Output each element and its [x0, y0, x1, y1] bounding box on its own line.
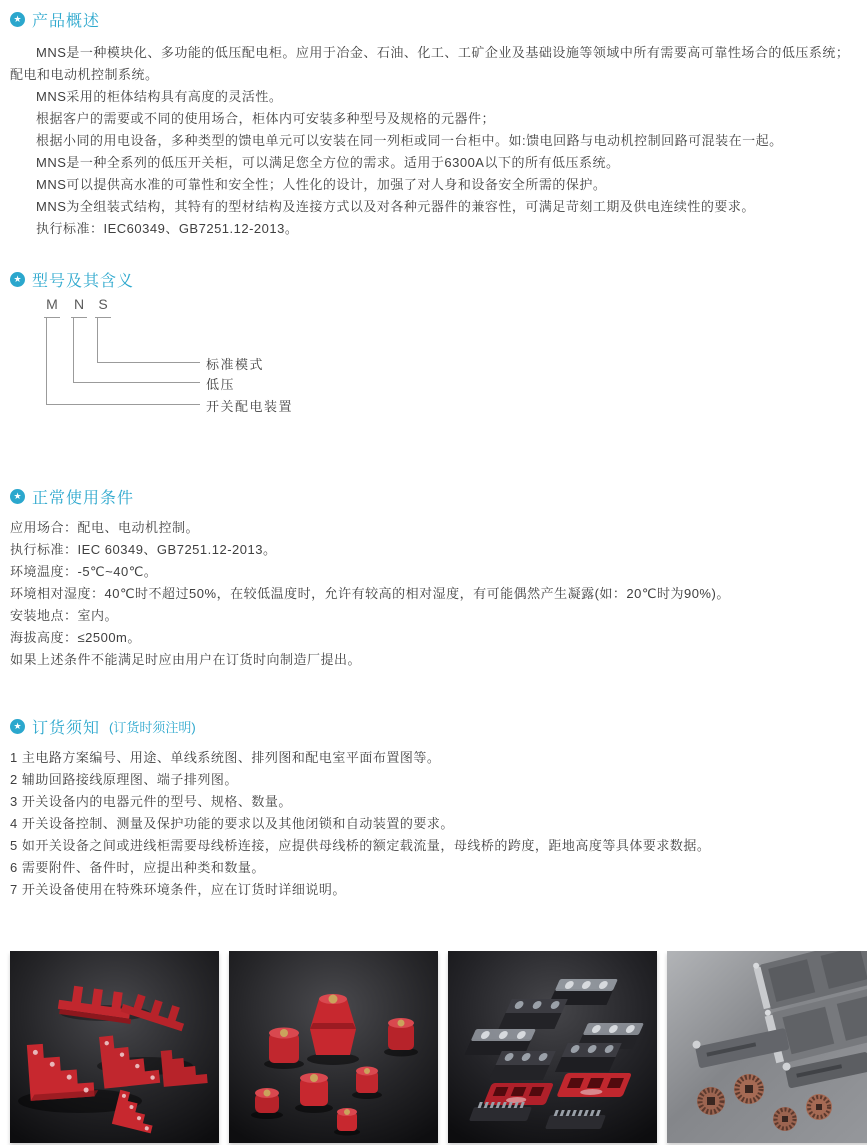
section-marker-icon: ★	[10, 12, 25, 27]
product-photo-busbar-supports	[10, 951, 219, 1143]
overview-paragraph: 根据小同的用电设备，多种类型的馈电单元可以安装在同一列柜或同一台柜中。如:馈电回路与电动机控制回路可混装在一起。	[36, 133, 783, 148]
overview-paragraph: MNS是一种模块化、多功能的低压配电柜。应用于冶金、石油、化工、工矿企业及基础设施等领域中所有需要高可靠性场合的低压系统；配电和电动机控制系统。	[10, 45, 850, 82]
section-ordering-notes	[10, 715, 857, 901]
condition-item: 环境相对湿度：40℃时不超过50%，在较低温度时，允许有较高的相对湿度，有可能偶然产生凝露(如：20℃时为90%)。	[10, 586, 730, 601]
conditions-list	[10, 517, 857, 671]
conditions-header	[10, 485, 857, 507]
diagram-line-m	[46, 404, 200, 405]
conditions-title: 正常使用条件	[32, 489, 135, 507]
ordering-item: 4 开关设备控制、测量及保护功能的要求以及其他闭锁和自动装置的要求。	[10, 816, 454, 831]
ordering-item: 7 开关设备使用在特殊环境条件，应在订货时详细说明。	[10, 882, 346, 897]
diagram-line-m	[46, 317, 47, 404]
overview-paragraph: MNS采用的柜体结构具有高度的灵活性。	[36, 89, 283, 104]
model-code-diagram	[10, 296, 857, 441]
product-photo-busbar-holders	[667, 951, 867, 1143]
ordering-title: 订货须知	[32, 719, 101, 737]
overview-paragraph: 执行标准：IEC60349、GB7251.12-2013。	[36, 221, 299, 236]
overview-paragraph: MNS为全组装式结构，其特有的型材结构及连接方式以及对各种元器件的兼容性，可满足苛刻工期及供电连续性的要求。	[36, 199, 755, 214]
ordering-subtitle: (订货时须注明)	[109, 719, 196, 735]
diagram-line-n	[73, 382, 200, 383]
condition-item: 安装地点：室内。	[10, 608, 119, 623]
overview-paragraph: MNS可以提供高水准的可靠性和安全性；人性化的设计，加强了对人身和设备安全所需的保护。	[36, 177, 607, 192]
condition-item: 海拔高度：≤2500m。	[10, 630, 141, 645]
model-title: 型号及其含义	[32, 272, 135, 290]
section-normal-conditions	[10, 485, 857, 671]
condition-item: 执行标准：IEC 60349、GB7251.12-2013。	[10, 542, 277, 557]
condition-item: 如果上述条件不能满足时应由用户在订货时向制造厂提出。	[10, 652, 362, 667]
overview-header	[10, 8, 857, 30]
ordering-header	[10, 715, 857, 737]
diagram-line-s	[97, 362, 200, 363]
ordering-item: 5 如开关设备之间或进线柜需要母线桥连接，应提供母线桥的额定载流量，母线桥的跨度，距地高度等具体要求数据。	[10, 838, 711, 853]
section-marker-icon: ★	[10, 272, 25, 287]
model-letter-s: S	[98, 296, 108, 312]
ordering-item: 3 开关设备内的电器元件的型号、规格、数量。	[10, 794, 292, 809]
condition-item: 应用场合：配电、电动机控制。	[10, 520, 200, 535]
diagram-line-s	[97, 317, 98, 362]
model-meaning-standard: 标准模式	[206, 357, 265, 372]
ordering-item: 6 需要附件、备件时，应提出种类和数量。	[10, 860, 265, 875]
overview-paragraph: MNS是一种全系列的低压开关柜，可以满足您全方位的需求。适用于6300A以下的所有低压系统。	[36, 155, 620, 170]
overview-paragraph: 根据客户的需要或不同的使用场合，柜体内可安装多种型号及规格的元器件；	[36, 111, 496, 126]
product-photo-insulators	[229, 951, 438, 1143]
ordering-list	[10, 747, 857, 901]
ordering-item: 1 主电路方案编号、用途、单线系统图、排列图和配电室平面布置图等。	[10, 750, 441, 765]
section-marker-icon: ★	[10, 719, 25, 734]
section-product-overview	[10, 8, 857, 240]
overview-title: 产品概述	[32, 12, 101, 30]
section-model-meaning	[10, 268, 857, 441]
ordering-item: 2 辅助回路接线原理图、端子排列图。	[10, 772, 238, 787]
model-letter-m: M	[46, 296, 58, 312]
model-header	[10, 268, 857, 290]
condition-item: 环境温度：-5℃~40℃。	[10, 564, 158, 579]
product-photo-terminal-blocks	[448, 951, 657, 1143]
model-letter-n: N	[73, 296, 85, 312]
model-meaning-switchgear: 开关配电装置	[206, 399, 294, 414]
diagram-line-n	[73, 317, 74, 382]
overview-paragraphs	[10, 42, 857, 240]
section-marker-icon: ★	[10, 489, 25, 504]
model-meaning-lowvoltage: 低压	[206, 377, 236, 392]
product-photo-strip	[10, 951, 857, 1143]
